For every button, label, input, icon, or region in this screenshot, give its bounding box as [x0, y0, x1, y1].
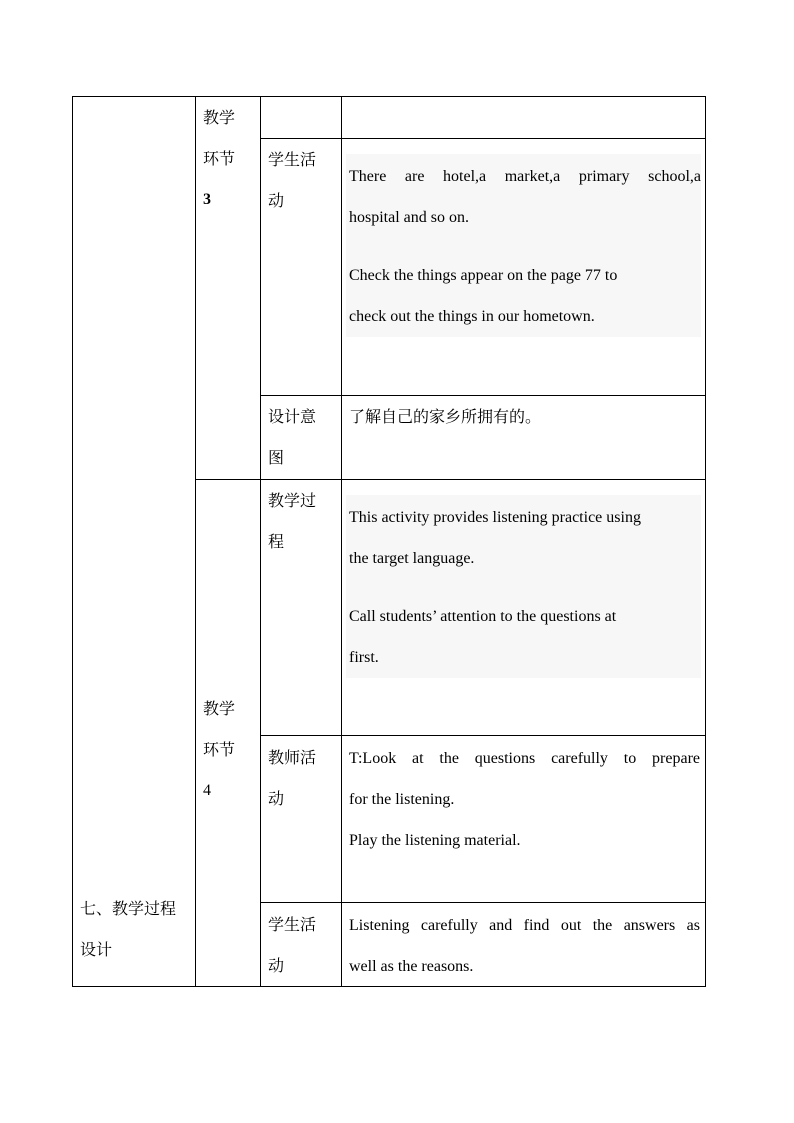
- column-divider: [341, 96, 342, 987]
- text-line: well as the reasons.: [349, 958, 474, 975]
- text-line: T:Look at the questions carefully to prepare: [349, 750, 700, 767]
- stage4-teaching-process-label: 教学过 程: [268, 491, 317, 551]
- text-line: for the listening.: [349, 791, 455, 808]
- section-label-line1: 七、教学过程: [80, 899, 177, 918]
- paragraph: Call students’ attention to the questions at first.: [349, 608, 617, 666]
- stage4-number: 4: [203, 782, 211, 799]
- stage3-label-line1: 教学: [203, 108, 236, 127]
- paragraph: There are hotel,a market,a primary school,a hospital and so on.: [349, 168, 701, 226]
- stage4-teacher-activity-label: 教师活 动: [268, 748, 317, 808]
- stage4-teacher-activity-content: [349, 738, 700, 861]
- table-border-right: [705, 96, 706, 987]
- stage4-teaching-process-content: [349, 497, 701, 678]
- stage3-design-intent-label: 设计意 图: [268, 407, 317, 467]
- paragraph: This activity provides listening practice using the target language.: [349, 509, 641, 567]
- stage3-number: 3: [203, 191, 211, 208]
- table-border-top: [72, 96, 706, 97]
- stage3-student-activity-content: [349, 156, 701, 337]
- row-divider: [260, 902, 706, 903]
- stage3-label: [203, 97, 257, 220]
- column-divider: [260, 96, 261, 987]
- stage4-label-line2: 环节: [203, 740, 236, 759]
- stage3-student-activity-label: 学生活 动: [268, 150, 317, 210]
- table-border-left: [72, 96, 73, 987]
- section-label: [80, 888, 192, 970]
- stage3-label-line2: 环节: [203, 149, 236, 168]
- text-line: Play the listening material.: [349, 832, 521, 849]
- row-divider: [260, 735, 706, 736]
- stage4-student-activity-label: 学生活 动: [268, 915, 317, 975]
- section-label-line2: 设计: [80, 940, 113, 959]
- paragraph: Check the things appear on the page 77 to check out the things in our hometown.: [349, 267, 618, 325]
- stage4-student-activity-content: [349, 905, 700, 987]
- stage3-design-intent-text: 了解自己的家乡所拥有的。: [349, 407, 542, 426]
- text-line: Listening carefully and find out the answers as: [349, 917, 700, 934]
- stage4-label-line1: 教学: [203, 699, 236, 718]
- column-divider: [195, 96, 196, 987]
- stage4-label: [203, 688, 257, 811]
